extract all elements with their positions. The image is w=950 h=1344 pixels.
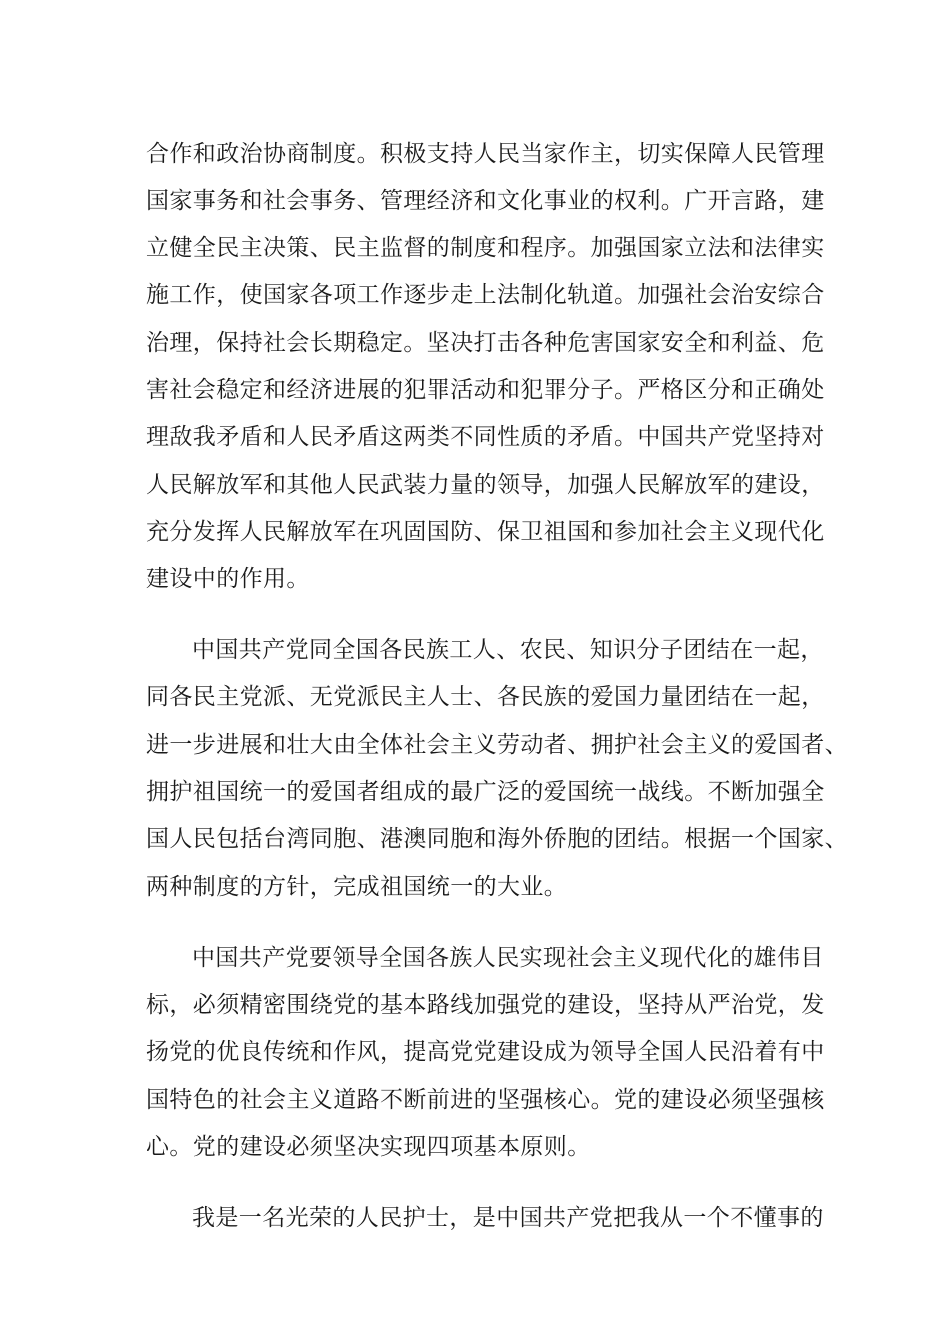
text-line: 拥护祖国统一的爱国者组成的最广泛的爱国统一战线。不断加强全 (146, 779, 825, 805)
text-line: 充分发挥人民解放军在巩固国防、保卫祖国和参加社会主义现代化 (146, 519, 825, 545)
text-line: 建设中的作用。 (146, 566, 310, 592)
paragraph-first-line: 中国共产党要领导全国各族人民实现社会主义现代化的雄伟目 (192, 945, 824, 971)
paragraph-first-line: 中国共产党同全国各民族工人、农民、知识分子团结在一起， (192, 637, 824, 663)
text-line: 国特色的社会主义道路不断前进的坚强核心。党的建设必须坚强核 (146, 1087, 825, 1113)
text-line: 人民解放军和其他人民武装力量的领导，加强人民解放军的建设， (146, 472, 825, 498)
text-line: 两种制度的方针，完成祖国统一的大业。 (146, 874, 568, 900)
text-line: 国人民包括台湾同胞、港澳同胞和海外侨胞的团结。根据一个国家、 (146, 826, 848, 852)
text-line: 合作和政治协商制度。积极支持人民当家作主，切实保障人民管理 (146, 141, 825, 167)
text-line: 理敌我矛盾和人民矛盾这两类不同性质的矛盾。中国共产党坚持对 (146, 424, 825, 450)
text-line: 施工作，使国家各项工作逐步走上法制化轨道。加强社会治安综合 (146, 282, 825, 308)
text-line: 害社会稳定和经济进展的犯罪活动和犯罪分子。严格区分和正确处 (146, 377, 825, 403)
text-line: 国家事务和社会事务、管理经济和文化事业的权利。广开言路，建 (146, 188, 825, 214)
text-line: 治理，保持社会长期稳定。坚决打击各种危害国家安全和利益、危 (146, 330, 825, 356)
text-line: 扬党的优良传统和作风，提高党党建设成为领导全国人民沿着有中 (146, 1039, 825, 1065)
text-line: 立健全民主决策、民主监督的制度和程序。加强国家立法和法律实 (146, 235, 825, 261)
text-line: 标，必须精密围绕党的基本路线加强党的建设，坚持从严治党，发 (146, 992, 825, 1018)
paragraph-first-line: 我是一名光荣的人民护士，是中国共产党把我从一个不懂事的 (192, 1205, 824, 1231)
text-line: 同各民主党派、无党派民主人士、各民族的爱国力量团结在一起， (146, 684, 825, 710)
text-line: 进一步进展和壮大由全体社会主义劳动者、拥护社会主义的爱国者、 (146, 732, 848, 758)
text-line: 心。党的建设必须坚决实现四项基本原则。 (146, 1134, 591, 1160)
